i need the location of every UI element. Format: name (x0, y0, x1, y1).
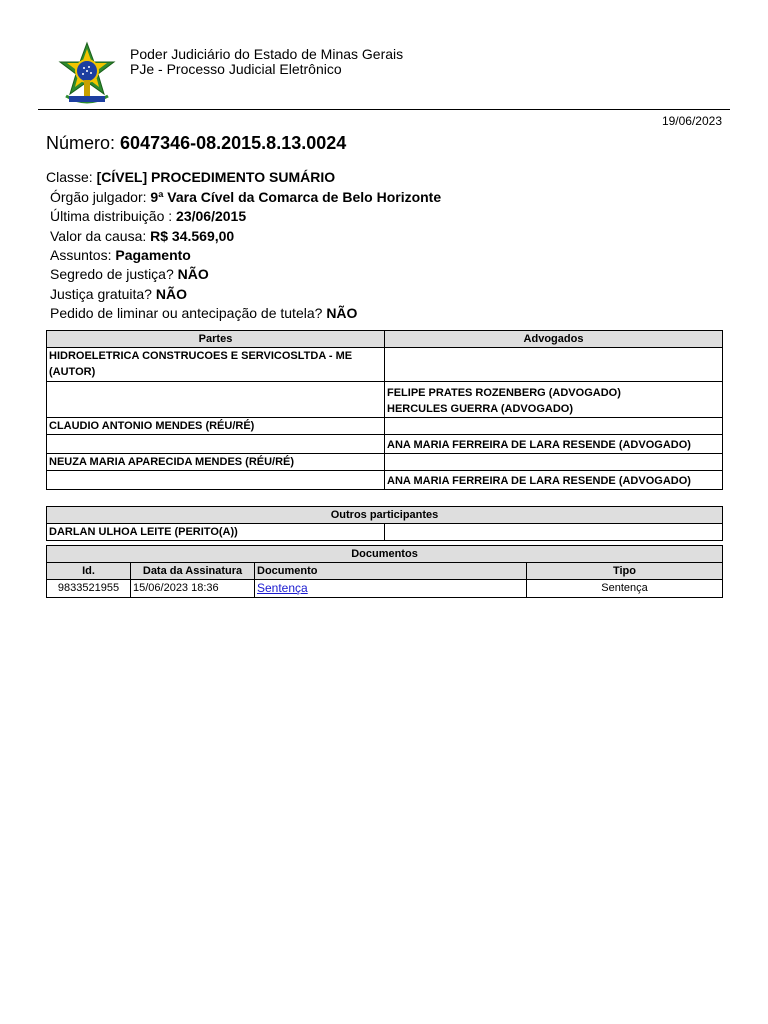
field-label: Valor da causa: (50, 228, 147, 244)
process-number (46, 133, 346, 154)
field-label: Última distribuição : (50, 208, 173, 224)
table-header-row (47, 331, 723, 348)
advogado-cell: ANA MARIA FERREIRA DE LARA RESENDE (ADVOGADO) (385, 471, 723, 490)
brasao-emblem-icon (52, 40, 122, 110)
field-ultima-distribuicao (50, 208, 246, 224)
field-value: R$ 34.569,00 (150, 228, 235, 244)
documento-id-cell: 9833521955 (47, 580, 131, 598)
partes-table (46, 330, 723, 490)
documento-link[interactable]: Sentença (257, 581, 308, 595)
field-label: Segredo de justiça? (50, 266, 174, 282)
field-label: Classe: (46, 169, 93, 185)
parte-cell: NEUZA MARIA APARECIDA MENDES (RÉU/RÉ) (47, 454, 385, 471)
advogado-cell: FELIPE PRATES ROZENBERG (ADVOGADO) HERCULES GUERRA (ADVOGADO) (385, 382, 723, 418)
field-label: Justiça gratuita? (50, 286, 152, 302)
table-row (47, 348, 723, 382)
process-number-value: 6047346-08.2015.8.13.0024 (120, 133, 347, 153)
header-divider (38, 109, 730, 110)
org-name-line1: Poder Judiciário do Estado de Minas Gerais (130, 46, 404, 62)
report-date: 19/06/2023 (661, 114, 722, 128)
column-header-partes: Partes (47, 331, 385, 348)
field-label: Órgão julgador: (50, 189, 147, 205)
table-row (47, 524, 723, 541)
advogado-cell (385, 454, 723, 471)
documentos-header: Documentos (47, 546, 723, 563)
field-valor-causa (50, 228, 234, 244)
documentos-table (46, 545, 723, 598)
field-value: [CÍVEL] PROCEDIMENTO SUMÁRIO (96, 169, 336, 185)
table-column-header-row (47, 563, 723, 580)
table-row (47, 454, 723, 471)
table-header-row (47, 507, 723, 524)
field-orgao-julgador (50, 189, 441, 205)
documento-link-cell (255, 580, 527, 598)
participante-extra-cell (385, 524, 723, 541)
outros-participantes-table (46, 506, 723, 541)
field-value: 9ª Vara Cível da Comarca de Belo Horizonte (150, 189, 442, 205)
table-row (47, 580, 723, 598)
parte-cell: HIDROELETRICA CONSTRUCOES E SERVICOSLTDA - ME (AUTOR) (47, 348, 385, 382)
process-number-label: Número: (46, 133, 116, 153)
field-value: Pagamento (115, 247, 191, 263)
column-header-tipo: Tipo (527, 563, 723, 580)
org-name-line2: PJe - Processo Judicial Eletrônico (130, 61, 342, 77)
parte-cell (47, 382, 385, 418)
table-row (47, 418, 723, 435)
table-header-row (47, 546, 723, 563)
column-header-id: Id. (47, 563, 131, 580)
advogado-cell: ANA MARIA FERREIRA DE LARA RESENDE (ADVOGADO) (385, 435, 723, 454)
outros-participantes-header: Outros participantes (47, 507, 723, 524)
table-row (47, 471, 723, 490)
field-pedido-liminar (50, 305, 357, 321)
field-segredo-justica (50, 266, 209, 282)
field-assuntos (50, 247, 191, 263)
field-justica-gratuita (50, 286, 187, 302)
field-value: NÃO (326, 305, 358, 321)
parte-cell (47, 435, 385, 454)
field-value: 23/06/2015 (176, 208, 247, 224)
documento-data-cell: 15/06/2023 18:36 (131, 580, 255, 598)
table-row (47, 382, 723, 418)
advogado-cell (385, 418, 723, 435)
field-classe (46, 169, 335, 185)
field-label: Pedido de liminar ou antecipação de tutela? (50, 305, 323, 321)
column-header-advogados: Advogados (385, 331, 723, 348)
parte-cell (47, 471, 385, 490)
documento-tipo-cell: Sentença (527, 580, 723, 598)
field-value: NÃO (155, 286, 187, 302)
column-header-data-assinatura: Data da Assinatura (131, 563, 255, 580)
table-row (47, 435, 723, 454)
parte-cell: CLAUDIO ANTONIO MENDES (RÉU/RÉ) (47, 418, 385, 435)
field-label: Assuntos: (50, 247, 112, 263)
column-header-documento: Documento (255, 563, 527, 580)
advogado-cell (385, 348, 723, 382)
field-value: NÃO (177, 266, 209, 282)
participante-cell: DARLAN ULHOA LEITE (PERITO(A)) (47, 524, 385, 541)
